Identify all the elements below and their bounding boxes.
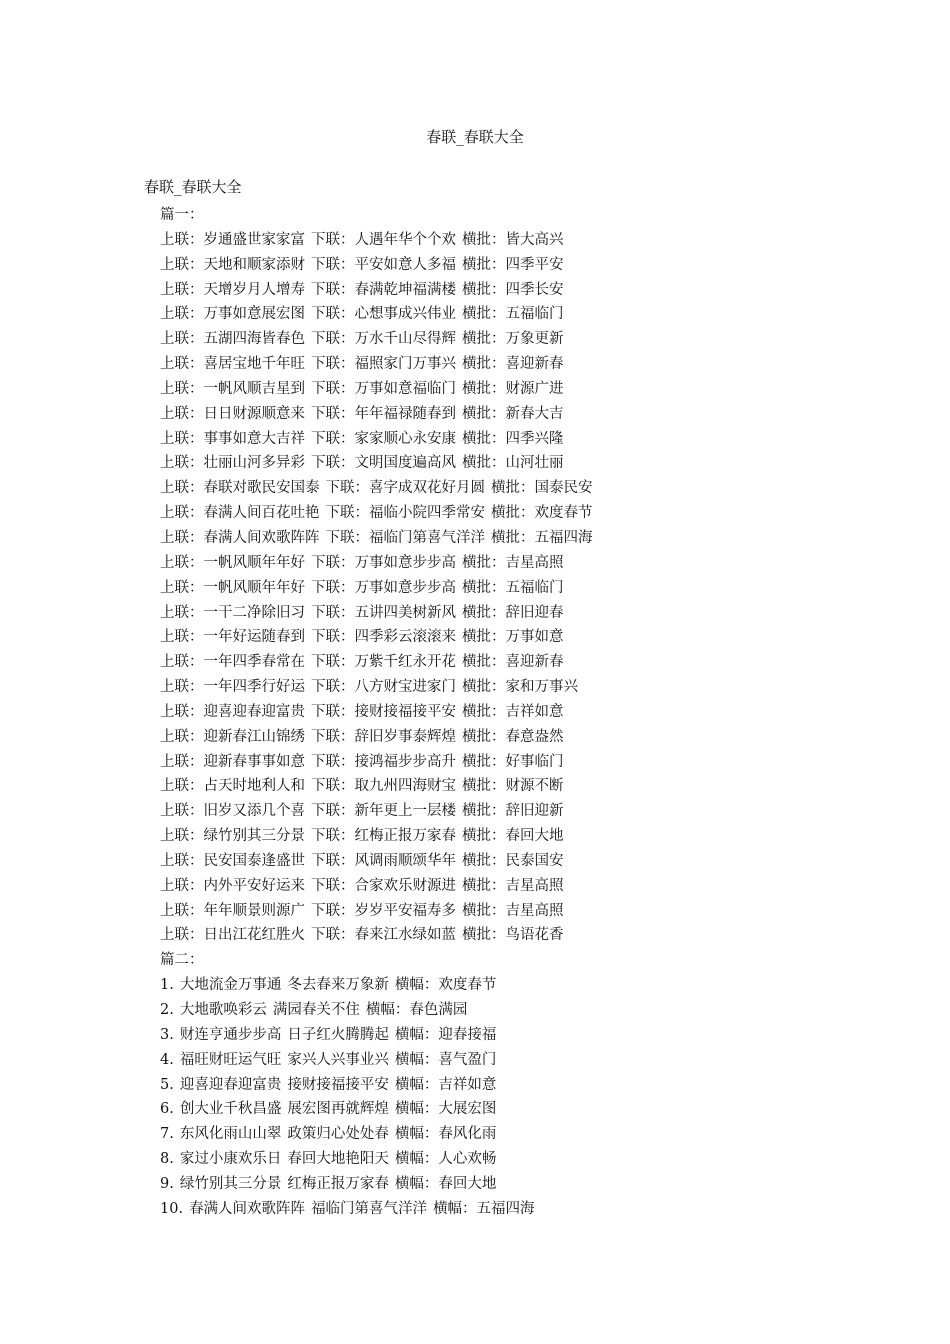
couplet-down: 下联：万事如意步步高 [311, 554, 456, 571]
couplet-row [160, 675, 860, 700]
couplet-row [160, 750, 860, 775]
couplet-row [160, 774, 860, 799]
couplet-up: 上联：一年四季行好运 [160, 679, 305, 696]
section-heading: 篇一： [160, 207, 204, 223]
couplet-heng: 横幅：欢度春节 [394, 977, 497, 994]
couplet-down: 下联：福照家门万事兴 [311, 356, 456, 373]
couplet-heng: 横批：财源广进 [462, 380, 564, 397]
couplet-heng: 横批：五福临门 [462, 306, 564, 323]
couplet-heng: 横批：喜迎新春 [462, 356, 564, 373]
couplet-up: 大地流金万事通 [179, 977, 282, 994]
couplet-row [160, 1172, 860, 1197]
couplet-row [160, 1048, 860, 1073]
couplet-row [160, 973, 860, 998]
couplet-num: 10. [160, 1200, 184, 1217]
couplet-num: 1. [160, 977, 174, 994]
couplet-heng: 横批：民泰国安 [462, 852, 564, 869]
couplet-row [160, 601, 860, 626]
couplet-heng: 横批：万象更新 [462, 331, 564, 348]
couplet-up: 上联：迎新春事事如意 [160, 753, 305, 770]
couplet-row [160, 1147, 860, 1172]
document-title: 春联_春联大全 [144, 178, 242, 196]
couplet-heng: 横批：辞旧迎春 [462, 604, 564, 621]
couplet-row [160, 923, 860, 948]
couplet-heng: 横幅：大展宏图 [394, 1101, 497, 1118]
couplet-heng: 横批：吉星高照 [462, 902, 564, 919]
couplet-up: 上联：迎新春江山锦绣 [160, 728, 305, 745]
couplet-up: 上联：绿竹别其三分景 [160, 828, 305, 845]
couplet-heng: 横批：辞旧迎新 [462, 803, 564, 820]
couplet-down: 下联：岁岁平安福寿多 [311, 902, 456, 919]
couplet-row [160, 799, 860, 824]
couplet-up: 上联：内外平安好运来 [160, 877, 305, 894]
couplet-row [160, 327, 860, 352]
couplet-up: 上联：迎喜迎春迎富贵 [160, 703, 305, 720]
couplet-up: 上联：旧岁又添几个喜 [160, 803, 305, 820]
couplet-down: 下联：接财接福接平安 [311, 703, 456, 720]
couplet-down: 下联：人遇年华个个欢 [311, 231, 456, 248]
couplet-up: 上联：岁通盛世家家富 [160, 231, 305, 248]
couplet-up: 上联：春满人间百花吐艳 [160, 505, 320, 522]
couplet-heng: 横批：吉星高照 [462, 877, 564, 894]
couplet-row [160, 874, 860, 899]
couplet-down: 下联：春来江水绿如蓝 [311, 927, 456, 944]
couplet-down: 下联：心想事成兴伟业 [311, 306, 456, 323]
couplet-down: 下联：文明国度遍高风 [311, 455, 456, 472]
couplet-num: 3. [160, 1026, 174, 1043]
couplet-down: 下联：万事如意福临门 [311, 380, 456, 397]
section1-list [160, 228, 860, 948]
couplet-up: 上联：春满人间欢歌阵阵 [160, 529, 320, 546]
document-body [160, 203, 860, 1222]
couplet-up: 上联：民安国泰逢盛世 [160, 852, 305, 869]
couplet-heng: 横幅：春色满园 [365, 1002, 468, 1018]
couplet-up: 上联：五湖四海皆春色 [160, 331, 305, 348]
couplet-down: 冬去春来万象新 [287, 977, 389, 994]
page-header-title: 春联_春联大全 [426, 128, 524, 146]
couplet-row [160, 725, 860, 750]
couplet-up: 上联：一年四季春常在 [160, 654, 305, 671]
couplet-row [160, 1023, 860, 1048]
couplet-row [160, 526, 860, 551]
couplet-up: 上联：天地和顺家添财 [160, 256, 305, 273]
couplet-row [160, 824, 860, 849]
couplet-up: 上联：一年好运随春到 [160, 629, 305, 646]
couplet-up: 春满人间欢歌阵阵 [189, 1200, 306, 1217]
couplet-heng: 横批：财源不断 [462, 778, 564, 795]
couplet-down: 下联：万事如意步步高 [311, 579, 456, 596]
couplet-up: 上联：一帆风顺年年好 [160, 554, 305, 571]
couplet-row [160, 402, 860, 427]
couplet-down: 下联：春满乾坤福满楼 [311, 281, 456, 298]
couplet-down: 下联：福临小院四季常安 [325, 505, 485, 522]
couplet-up: 上联：春联对歌民安国泰 [160, 480, 320, 497]
couplet-down: 春回大地艳阳天 [287, 1151, 389, 1168]
couplet-row [160, 625, 860, 650]
couplet-down: 展宏图再就辉煌 [287, 1101, 389, 1118]
couplet-row [160, 278, 860, 303]
couplet-down: 下联：接鸿福步步高升 [311, 753, 456, 770]
couplet-num: 7. [160, 1126, 174, 1143]
couplet-down: 政策归心处处春 [287, 1126, 389, 1143]
couplet-heng: 横幅：春风化雨 [394, 1126, 497, 1143]
couplet-heng: 横批：春意盎然 [462, 728, 564, 745]
couplet-heng: 横批：五福四海 [491, 529, 593, 546]
couplet-up: 大地歌唤彩云 [179, 1002, 267, 1018]
couplet-heng: 横幅：迎春接福 [394, 1026, 497, 1043]
couplet-row [160, 451, 860, 476]
couplet-heng: 横批：吉祥如意 [462, 703, 564, 720]
couplet-heng: 横批：四季平安 [462, 256, 564, 273]
couplet-heng: 横批：鸟语花香 [462, 927, 564, 944]
couplet-row [160, 427, 860, 452]
couplet-row [160, 1122, 860, 1147]
couplet-up: 上联：一干二净除旧习 [160, 604, 305, 621]
couplet-down: 福临门第喜气洋洋 [311, 1200, 428, 1217]
couplet-up: 家过小康欢乐日 [179, 1151, 282, 1168]
couplet-heng: 横批：山河壮丽 [462, 455, 564, 472]
couplet-row [160, 998, 860, 1023]
couplet-down: 家兴人兴事业兴 [287, 1051, 389, 1068]
couplet-up: 福旺财旺运气旺 [179, 1051, 282, 1068]
couplet-down: 下联：红梅正报万家春 [311, 828, 456, 845]
couplet-row [160, 228, 860, 253]
couplet-up: 创大业千秋昌盛 [179, 1101, 282, 1118]
couplet-up: 上联：一帆风顺年年好 [160, 579, 305, 596]
couplet-down: 下联：取九州四海财宝 [311, 778, 456, 795]
couplet-heng: 横批：家和万事兴 [462, 679, 578, 696]
couplet-up: 上联：占天时地利人和 [160, 778, 305, 795]
couplet-down: 红梅正报万家春 [287, 1175, 389, 1192]
section-heading: 篇二： [160, 952, 204, 969]
couplet-down: 下联：新年更上一层楼 [311, 803, 456, 820]
couplet-row [160, 551, 860, 576]
couplet-up: 上联：天增岁月人增寿 [160, 281, 305, 298]
couplet-down: 下联：八方财宝进家门 [311, 679, 456, 696]
couplet-row [160, 1097, 860, 1122]
couplet-row [160, 352, 860, 377]
couplet-heng: 横批：好事临门 [462, 753, 564, 770]
couplet-heng: 横幅：喜气盈门 [394, 1051, 497, 1068]
couplet-row [160, 700, 860, 725]
couplet-heng: 横批：春回大地 [462, 828, 564, 845]
couplet-down: 下联：家家顺心永安康 [311, 430, 456, 447]
couplet-heng: 横批：五福临门 [462, 579, 564, 596]
couplet-row [160, 253, 860, 278]
couplet-heng: 横批：四季兴隆 [462, 430, 564, 447]
couplet-up: 上联：万事如意展宏图 [160, 306, 305, 323]
couplet-up: 绿竹别其三分景 [179, 1175, 282, 1192]
couplet-num: 5. [160, 1076, 174, 1093]
couplet-heng: 横批：四季长安 [462, 281, 564, 298]
couplet-heng: 横批：皆大高兴 [462, 231, 564, 248]
couplet-up: 上联：一帆风顺吉星到 [160, 380, 305, 397]
couplet-down: 下联：辞旧岁事泰辉煌 [311, 728, 456, 745]
couplet-row [160, 501, 860, 526]
couplet-heng: 横批：吉星高照 [462, 554, 564, 571]
couplet-row [160, 849, 860, 874]
couplet-row [160, 576, 860, 601]
couplet-down: 下联：合家欢乐财源进 [311, 877, 456, 894]
couplet-row [160, 650, 860, 675]
section2-list [160, 973, 860, 1221]
couplet-down: 下联：年年福禄随春到 [311, 405, 456, 422]
couplet-row [160, 302, 860, 327]
couplet-down: 下联：万水千山尽得辉 [311, 331, 456, 348]
couplet-up: 上联：日日财源顺意来 [160, 405, 305, 422]
couplet-heng: 横批：万事如意 [462, 629, 564, 646]
couplet-row [160, 377, 860, 402]
couplet-row [160, 476, 860, 501]
couplet-up: 东风化雨山山翠 [179, 1126, 282, 1143]
couplet-heng: 横幅：人心欢畅 [394, 1151, 497, 1168]
couplet-down: 下联：万紫千红永开花 [311, 654, 456, 671]
couplet-down: 下联：五讲四美树新风 [311, 604, 456, 621]
couplet-up: 上联：事事如意大吉祥 [160, 430, 305, 447]
couplet-up: 财连亨通步步高 [179, 1026, 282, 1043]
couplet-down: 下联：平安如意人多福 [311, 256, 456, 273]
couplet-heng: 横批：喜迎新春 [462, 654, 564, 671]
couplet-up: 上联：年年顺景则源广 [160, 902, 305, 919]
couplet-down: 满园春关不住 [272, 1002, 360, 1018]
couplet-heng: 横幅：春回大地 [394, 1175, 497, 1192]
couplet-num: 8. [160, 1151, 174, 1168]
couplet-heng: 横幅：吉祥如意 [394, 1076, 497, 1093]
couplet-num: 6. [160, 1101, 174, 1118]
couplet-heng: 横批：国泰民安 [491, 480, 593, 497]
couplet-row [160, 1197, 860, 1222]
couplet-down: 下联：四季彩云滚滚来 [311, 629, 456, 646]
couplet-row [160, 899, 860, 924]
couplet-heng: 横幅：五福四海 [433, 1200, 535, 1217]
couplet-down: 下联：福临门第喜气洋洋 [325, 529, 485, 546]
couplet-heng: 横批：欢度春节 [491, 505, 593, 522]
couplet-down: 下联：喜字成双花好月圆 [325, 480, 485, 497]
couplet-row [160, 1073, 860, 1098]
couplet-num: 9. [160, 1175, 174, 1192]
couplet-up: 迎喜迎春迎富贵 [179, 1076, 282, 1093]
couplet-up: 上联：日出江花红胜火 [160, 927, 305, 944]
couplet-up: 上联：喜居宝地千年旺 [160, 356, 305, 373]
couplet-up: 上联：壮丽山河多异彩 [160, 455, 305, 472]
couplet-num: 2. [160, 1002, 174, 1018]
couplet-down: 下联：风调雨顺颂华年 [311, 852, 456, 869]
couplet-num: 4. [160, 1051, 174, 1068]
couplet-down: 接财接福接平安 [287, 1076, 389, 1093]
couplet-heng: 横批：新春大吉 [462, 405, 564, 422]
couplet-down: 日子红火腾腾起 [287, 1026, 389, 1043]
